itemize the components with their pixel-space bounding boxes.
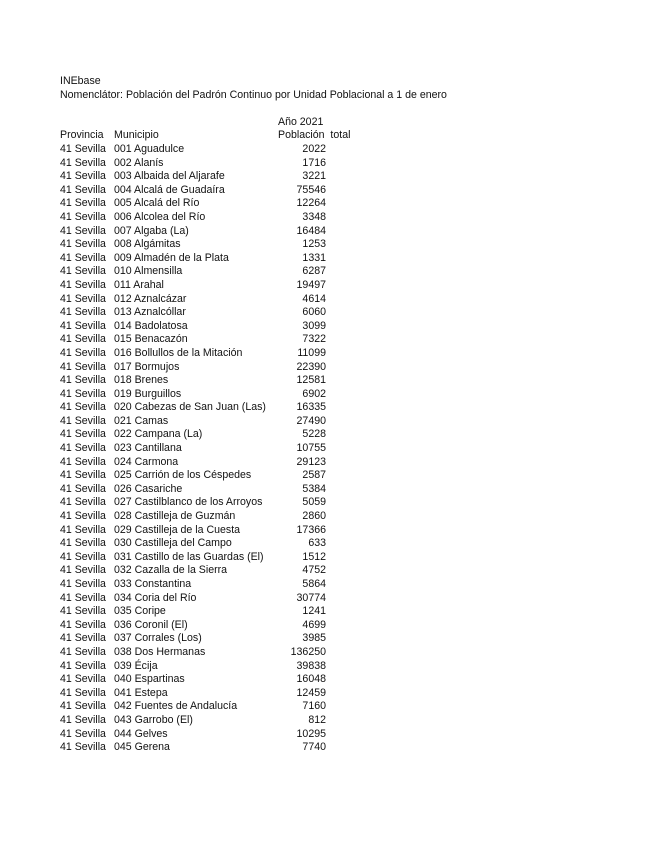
cell-municipio: 017 Bormujos: [114, 360, 180, 373]
cell-provincia: 41 Sevilla: [60, 564, 106, 577]
table-row: [60, 347, 340, 361]
cell-poblacion: 812: [308, 713, 326, 726]
table-row: [60, 714, 340, 728]
cell-municipio: 014 Badolatosa: [114, 319, 188, 332]
cell-provincia: 41 Sevilla: [60, 645, 106, 658]
table-row: [60, 361, 340, 375]
cell-provincia: 41 Sevilla: [60, 224, 106, 237]
cell-poblacion: 4699: [302, 618, 326, 631]
cell-municipio: 016 Bollullos de la Mitación: [114, 346, 243, 359]
table-row: [60, 632, 340, 646]
cell-provincia: 41 Sevilla: [60, 292, 106, 305]
cell-municipio: 038 Dos Hermanas: [114, 645, 206, 658]
table-row: [60, 320, 340, 334]
cell-provincia: 41 Sevilla: [60, 673, 106, 686]
cell-municipio: 024 Carmona: [114, 455, 179, 468]
cell-provincia: 41 Sevilla: [60, 510, 106, 523]
cell-municipio: 037 Corrales (Los): [114, 632, 202, 645]
cell-poblacion: 1241: [302, 605, 326, 618]
table-row: [60, 428, 340, 442]
column-header-poblacion: Población total: [278, 129, 351, 141]
cell-municipio: 011 Arahal: [114, 278, 164, 291]
cell-poblacion: 27490: [296, 414, 326, 427]
cell-poblacion: 1512: [302, 550, 326, 563]
table-row: [60, 524, 340, 538]
cell-municipio: 012 Aznalcázar: [114, 292, 187, 305]
table-row: [60, 442, 340, 456]
cell-poblacion: 11099: [297, 346, 326, 359]
cell-provincia: 41 Sevilla: [60, 278, 106, 291]
table-row: [60, 401, 340, 415]
cell-provincia: 41 Sevilla: [60, 210, 106, 223]
cell-poblacion: 12264: [296, 197, 326, 210]
cell-poblacion: 10755: [296, 442, 326, 455]
table-row: [60, 564, 340, 578]
table-row: [60, 374, 340, 388]
cell-provincia: 41 Sevilla: [60, 686, 106, 699]
cell-poblacion: 5059: [302, 496, 326, 509]
cell-poblacion: 17366: [296, 523, 326, 536]
cell-poblacion: 7160: [302, 700, 326, 713]
cell-municipio: 026 Casariche: [114, 482, 183, 495]
cell-municipio: 009 Almadén de la Plata: [114, 251, 229, 264]
table-row: [60, 143, 340, 157]
cell-poblacion: 6060: [302, 306, 326, 319]
table-row: [60, 592, 340, 606]
cell-poblacion: 5864: [302, 578, 326, 590]
cell-poblacion: 3221: [302, 170, 326, 183]
cell-poblacion: 16484: [296, 224, 326, 237]
cell-municipio: 034 Coria del Río: [114, 591, 197, 604]
cell-provincia: 41 Sevilla: [60, 170, 106, 183]
cell-poblacion: 12581: [296, 374, 326, 387]
cell-provincia: 41 Sevilla: [60, 143, 106, 155]
table-row: [60, 619, 340, 633]
cell-poblacion: 2860: [302, 510, 326, 523]
cell-poblacion: 2587: [302, 469, 326, 482]
cell-provincia: 41 Sevilla: [60, 183, 106, 196]
cell-municipio: 028 Castilleja de Guzmán: [114, 510, 236, 523]
cell-municipio: 035 Coripe: [114, 605, 166, 618]
table-row: [60, 333, 340, 347]
cell-provincia: 41 Sevilla: [60, 374, 106, 387]
cell-provincia: 41 Sevilla: [60, 537, 106, 550]
cell-poblacion: 4614: [302, 292, 326, 305]
cell-municipio: 032 Cazalla de la Sierra: [114, 564, 228, 577]
cell-poblacion: 7322: [302, 333, 326, 346]
cell-municipio: 025 Carrión de los Céspedes: [114, 469, 252, 482]
cell-provincia: 41 Sevilla: [60, 251, 106, 264]
cell-municipio: 036 Coronil (El): [114, 618, 188, 631]
cell-municipio: 022 Campana (La): [114, 428, 203, 441]
cell-poblacion: 30774: [296, 591, 326, 604]
cell-municipio: 001 Aguadulce: [114, 143, 185, 155]
cell-poblacion: 1716: [302, 156, 326, 169]
cell-municipio: 006 Alcolea del Río: [114, 210, 206, 223]
table-row: [60, 551, 340, 565]
cell-municipio: 029 Castilleja de la Cuesta: [114, 523, 241, 536]
table-row: [60, 170, 340, 184]
cell-provincia: 41 Sevilla: [60, 360, 106, 373]
cell-municipio: 008 Algámitas: [114, 238, 181, 251]
table-row: [60, 646, 340, 660]
cell-poblacion: 5384: [302, 482, 326, 495]
table-row: [60, 415, 340, 429]
cell-provincia: 41 Sevilla: [60, 482, 106, 495]
table-row: [60, 197, 340, 211]
table-row: [60, 211, 340, 225]
cell-municipio: 041 Estepa: [114, 686, 168, 699]
document-title: Nomenclátor: Población del Padrón Continuo por Unidad Poblacional a 1 de enero: [60, 89, 447, 101]
cell-municipio: 045 Gerena: [114, 741, 170, 754]
cell-poblacion: 22390: [296, 360, 326, 373]
cell-provincia: 41 Sevilla: [60, 455, 106, 468]
cell-municipio: 023 Cantillana: [114, 442, 182, 455]
cell-poblacion: 3985: [302, 632, 326, 645]
cell-municipio: 044 Gelves: [114, 727, 168, 740]
population-table: [60, 143, 340, 755]
table-row: [60, 456, 340, 470]
cell-provincia: 41 Sevilla: [60, 578, 106, 590]
cell-municipio: 003 Albaida del Aljarafe: [114, 170, 225, 183]
cell-provincia: 41 Sevilla: [60, 632, 106, 645]
table-row: [60, 578, 340, 592]
cell-provincia: 41 Sevilla: [60, 387, 106, 400]
cell-provincia: 41 Sevilla: [60, 238, 106, 251]
table-row: [60, 483, 340, 497]
cell-poblacion: 16335: [296, 401, 326, 414]
table-row: [60, 496, 340, 510]
cell-provincia: 41 Sevilla: [60, 306, 106, 319]
cell-provincia: 41 Sevilla: [60, 523, 106, 536]
cell-provincia: 41 Sevilla: [60, 713, 106, 726]
table-row: [60, 605, 340, 619]
cell-provincia: 41 Sevilla: [60, 319, 106, 332]
cell-poblacion: 75546: [296, 183, 326, 196]
cell-provincia: 41 Sevilla: [60, 346, 106, 359]
cell-poblacion: 7740: [302, 741, 326, 754]
cell-municipio: 043 Garrobo (El): [114, 713, 193, 726]
cell-municipio: 013 Aznalcóllar: [114, 306, 186, 319]
table-row: [60, 225, 340, 239]
column-header-municipio: Municipio: [114, 129, 159, 141]
table-row: [60, 687, 340, 701]
cell-poblacion: 4752: [302, 564, 326, 577]
cell-provincia: 41 Sevilla: [60, 156, 106, 169]
cell-poblacion: 12459: [296, 686, 326, 699]
cell-municipio: 031 Castillo de las Guardas (El): [114, 550, 264, 563]
cell-provincia: 41 Sevilla: [60, 401, 106, 414]
table-row: [60, 741, 340, 755]
table-row: [60, 700, 340, 714]
cell-municipio: 021 Camas: [114, 414, 169, 427]
cell-poblacion: 3099: [302, 319, 326, 332]
cell-provincia: 41 Sevilla: [60, 550, 106, 563]
cell-municipio: 039 Écija: [114, 659, 158, 672]
cell-provincia: 41 Sevilla: [60, 197, 106, 210]
cell-municipio: 030 Castilleja del Campo: [114, 537, 232, 550]
cell-municipio: 007 Algaba (La): [114, 224, 189, 237]
table-row: [60, 293, 340, 307]
cell-poblacion: 10295: [296, 727, 326, 740]
cell-municipio: 002 Alanís: [114, 156, 164, 169]
cell-municipio: 005 Alcalá del Río: [114, 197, 200, 210]
cell-poblacion: 136250: [290, 645, 326, 658]
table-row: [60, 184, 340, 198]
cell-municipio: 018 Brenes: [114, 374, 169, 387]
cell-provincia: 41 Sevilla: [60, 618, 106, 631]
cell-poblacion: 1253: [302, 238, 326, 251]
cell-municipio: 033 Constantina: [114, 578, 192, 590]
cell-poblacion: 2022: [302, 143, 326, 155]
cell-municipio: 004 Alcalá de Guadaíra: [114, 183, 225, 196]
table-row: [60, 157, 340, 171]
table-row: [60, 660, 340, 674]
cell-provincia: 41 Sevilla: [60, 700, 106, 713]
cell-municipio: 015 Benacazón: [114, 333, 188, 346]
cell-provincia: 41 Sevilla: [60, 605, 106, 618]
cell-poblacion: 29123: [296, 455, 326, 468]
cell-poblacion: 5228: [302, 428, 326, 441]
cell-poblacion: 1331: [302, 251, 326, 264]
cell-poblacion: 3348: [302, 210, 326, 223]
table-row: [60, 728, 340, 742]
source-label: INEbase: [60, 75, 101, 87]
cell-poblacion: 16048: [296, 673, 326, 686]
cell-poblacion: 19497: [296, 278, 326, 291]
cell-provincia: 41 Sevilla: [60, 469, 106, 482]
cell-poblacion: 6287: [302, 265, 326, 278]
cell-poblacion: 633: [308, 537, 326, 550]
table-row: [60, 510, 340, 524]
table-row: [60, 279, 340, 293]
cell-poblacion: 6902: [302, 387, 326, 400]
table-row: [60, 252, 340, 266]
cell-poblacion: 39838: [296, 659, 326, 672]
cell-municipio: 040 Espartinas: [114, 673, 185, 686]
column-header-provincia: Provincia: [60, 129, 104, 141]
cell-municipio: 020 Cabezas de San Juan (Las): [114, 401, 266, 414]
cell-provincia: 41 Sevilla: [60, 741, 106, 754]
cell-municipio: 010 Almensilla: [114, 265, 183, 278]
cell-provincia: 41 Sevilla: [60, 727, 106, 740]
table-row: [60, 469, 340, 483]
table-row: [60, 388, 340, 402]
table-row: [60, 673, 340, 687]
cell-provincia: 41 Sevilla: [60, 333, 106, 346]
cell-provincia: 41 Sevilla: [60, 428, 106, 441]
table-row: [60, 238, 340, 252]
cell-municipio: 027 Castilblanco de los Arroyos: [114, 496, 263, 509]
cell-municipio: 019 Burguillos: [114, 387, 182, 400]
cell-provincia: 41 Sevilla: [60, 414, 106, 427]
cell-provincia: 41 Sevilla: [60, 496, 106, 509]
cell-provincia: 41 Sevilla: [60, 265, 106, 278]
cell-provincia: 41 Sevilla: [60, 442, 106, 455]
table-row: [60, 306, 340, 320]
table-row: [60, 537, 340, 551]
cell-municipio: 042 Fuentes de Andalucía: [114, 700, 238, 713]
year-header: Año 2021: [278, 116, 324, 128]
cell-provincia: 41 Sevilla: [60, 591, 106, 604]
cell-provincia: 41 Sevilla: [60, 659, 106, 672]
table-row: [60, 265, 340, 279]
